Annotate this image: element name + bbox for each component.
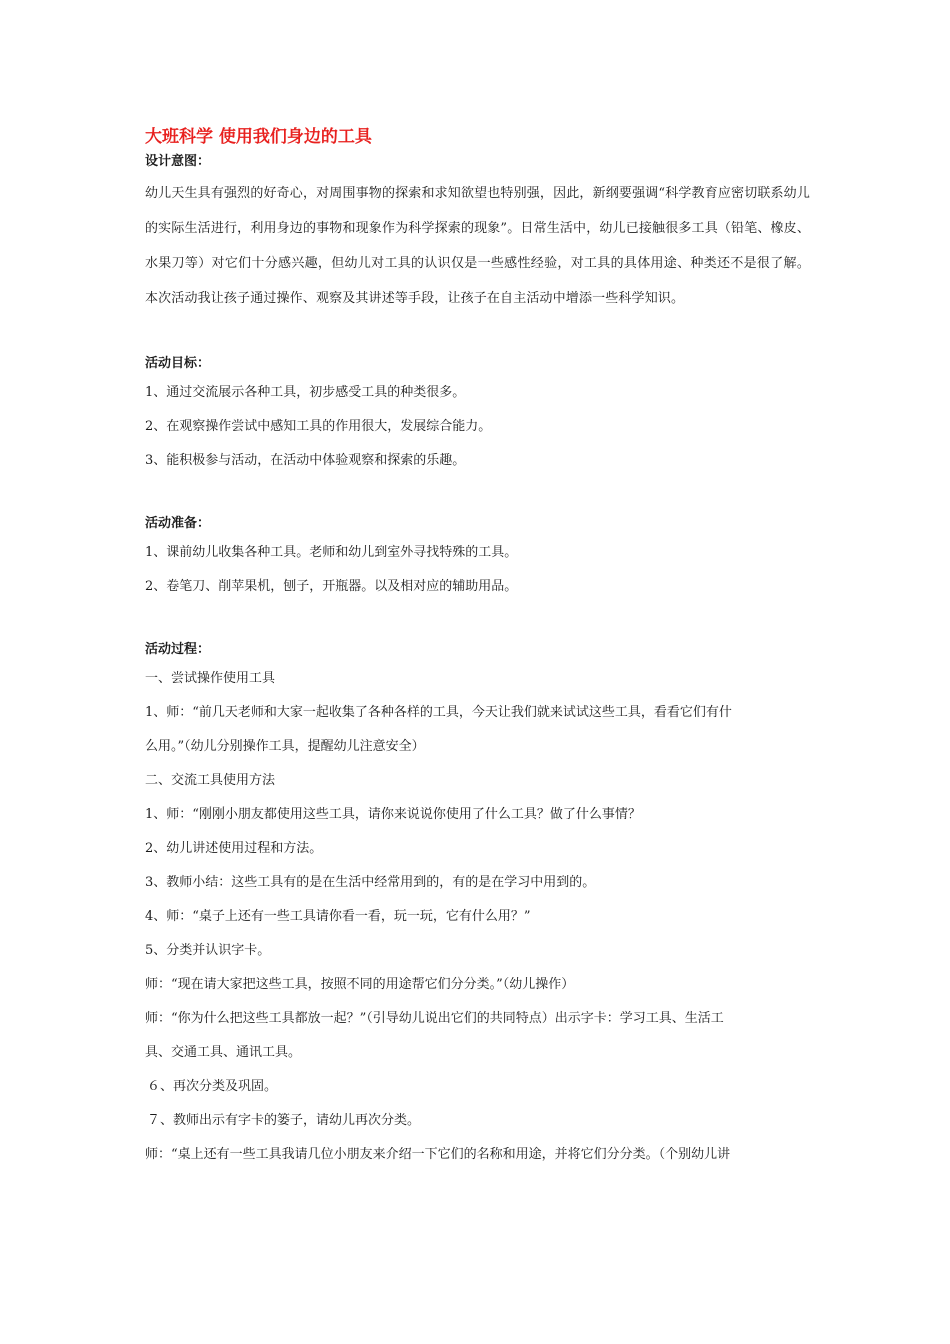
- preparation-heading: 活动准备：: [145, 516, 211, 531]
- process-s2-item6: ６、再次分类及巩固。: [147, 1079, 278, 1094]
- goals-heading: 活动目标：: [145, 356, 211, 371]
- process-s2-item4: 4、师：“桌子上还有一些工具请你看一看，玩一玩，它有什么用？”: [145, 909, 531, 924]
- document-title: 大班科学 使用我们身边的工具: [145, 127, 372, 147]
- process-s2-item3: 3、教师小结：这些工具有的是在生活中经常用到的，有的是在学习中用到的。: [145, 875, 596, 890]
- process-s2-teacher2-line1: 师：“你为什么把这些工具都放一起？”（引导幼儿说出它们的共同特点）出示字卡：学习工具、生活工: [145, 1011, 724, 1026]
- design-intent-paragraph: 幼儿天生具有强烈的好奇心，对周围事物的探索和求知欲望也特别强，因此，新纲要强调“科学教育应密切联系幼儿的实际生活进行，利用身边的事物和现象作为科学探索的现象”。日常生活中，幼儿已接触很多工具（铅笔、橡皮、水果刀等）对它们十分感兴趣，但幼儿对工具的认识仅是一些感性经验，对工具的具体用途、种类还不是很了解。本次活动我让孩子通过操作、观察及其讲述等手段，让孩子在自主活动中增添一些科学知识。: [145, 186, 810, 306]
- spacer: [145, 316, 810, 346]
- spacer: [145, 604, 810, 634]
- preparation-item-1: 1、课前幼儿收集各种工具。老师和幼儿到室外寻找特殊的工具。: [145, 545, 518, 560]
- goal-item-1: 1、通过交流展示各种工具，初步感受工具的种类很多。: [145, 385, 466, 400]
- process-s2-item5: 5、分类并认识字卡。: [145, 943, 271, 958]
- preparation-item-2: 2、卷笔刀、削苹果机，刨子，开瓶器。以及相对应的辅助用品。: [145, 579, 518, 594]
- process-section2-title: 二、交流工具使用方法: [145, 773, 276, 788]
- goal-item-3: 3、能积极参与活动，在活动中体验观察和探索的乐趣。: [145, 453, 466, 468]
- goal-item-2: 2、在观察操作尝试中感知工具的作用很大，发展综合能力。: [145, 419, 492, 434]
- process-heading: 活动过程：: [145, 642, 211, 657]
- process-s2-item7: ７、教师出示有字卡的篓子，请幼儿再次分类。: [147, 1113, 421, 1128]
- process-section1-item1-line2: 么用。”（幼儿分别操作工具，提醒幼儿注意安全）: [145, 739, 425, 754]
- process-section1-title: 一、尝试操作使用工具: [145, 671, 276, 686]
- spacer: [145, 478, 810, 508]
- process-s2-item1: 1、师：“刚刚小朋友都使用这些工具，请你来说说你使用了什么工具？做了什么事情？: [145, 807, 641, 822]
- process-s2-teacher3: 师：“桌上还有一些工具我请几位小朋友来介绍一下它们的名称和用途，并将它们分分类。（个别幼儿讲: [145, 1147, 731, 1162]
- process-s2-teacher2-line2: 具、交通工具、通讯工具。: [145, 1045, 302, 1060]
- process-s2-item2: 2、幼儿讲述使用过程和方法。: [145, 841, 323, 856]
- process-s2-teacher1: 师：“现在请大家把这些工具，按照不同的用途帮它们分分类。”（幼儿操作）: [145, 977, 575, 992]
- document-page: [145, 124, 810, 1172]
- process-section1-item1-line1: 1、师：“前几天老师和大家一起收集了各种各样的工具，今天让我们就来试试这些工具，看看它们有什: [145, 705, 732, 720]
- design-intent-heading: 设计意图：: [145, 154, 211, 169]
